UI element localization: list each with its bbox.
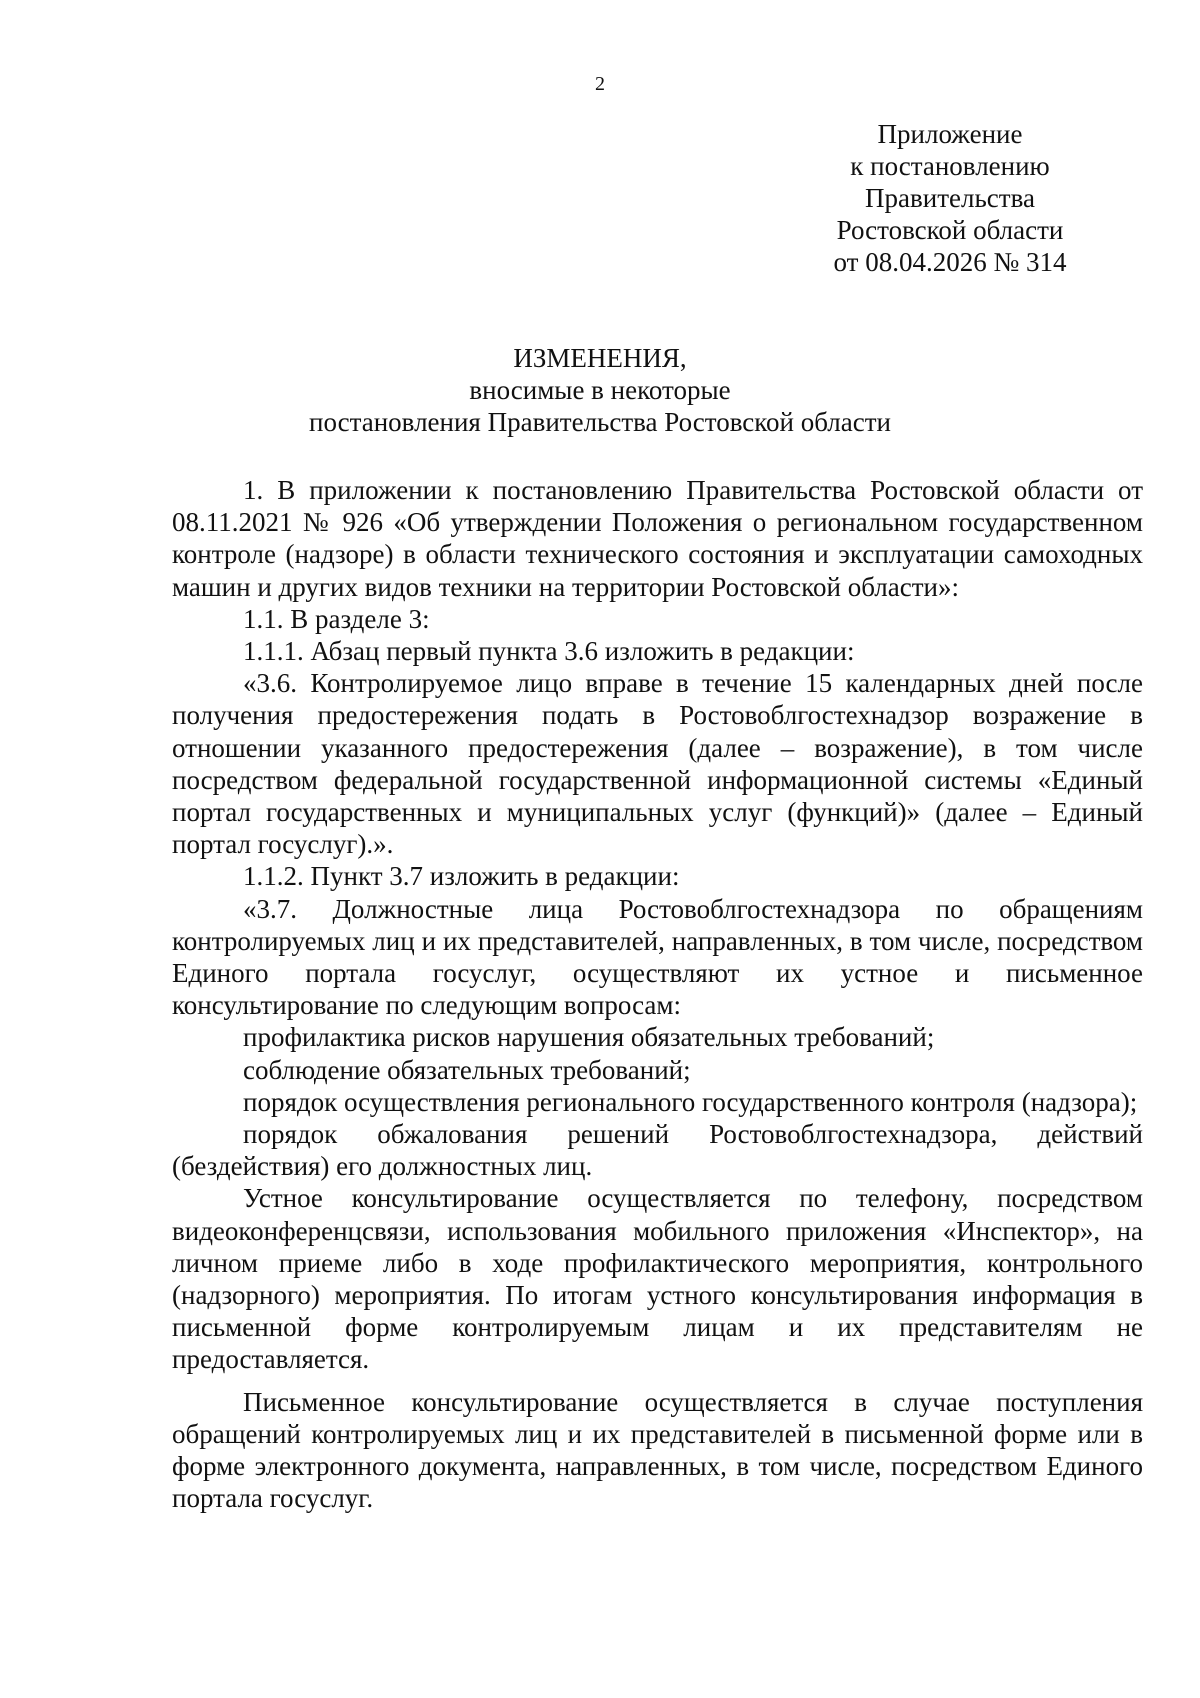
paragraph-written-consulting: Письменное консультирование осуществляется в случае поступления обращений контролируемых лиц и их представителей в письменной форме или в форме электронного документа, направленных, в том числе, посредством Единого портала госуслуг. [172, 1386, 1143, 1514]
list-item-compliance: соблюдение обязательных требований; [243, 1054, 691, 1085]
paragraph-item-1: 1. В приложении к постановлению Правительства Ростовской области от 08.11.2021 № 926 «Об утверждении Положения о региональном государственном контроле (надзоре) в области технического состояния и эксплуатации самоходных машин и других видов техники на территории Ростовской области»: [172, 475, 1143, 602]
document-title-block [0, 342, 1200, 438]
approval-line-date-number: от 08.04.2026 № 314 [833, 247, 1067, 277]
approval-line-resolution: к постановлению [850, 151, 1050, 181]
paragraph-item-1-1-2: 1.1.2. Пункт 3.7 изложить в редакции: [243, 861, 680, 892]
approval-line-appendix: Приложение [877, 119, 1023, 149]
approval-line-region: Ростовской области [836, 215, 1064, 245]
document-heading: ИЗМЕНЕНИЯ, [513, 343, 687, 373]
list-item-appeal-procedure: порядок обжалования решений Ростовоблгостехнадзора, действий (бездействия) его должностных лиц. [172, 1119, 1143, 1182]
document-subtitle-line1: вносимые в некоторые [469, 375, 731, 405]
paragraph-clause-3-7: «3.7. Должностные лица Ростовоблгостехнадзора по обращениям контролируемых лиц и их представителей, направленных, в том числе, посредством Единого портала госуслуг, осуществляют их устное и письменное консультирование по следующим вопросам: [172, 893, 1143, 1021]
approval-block [800, 118, 1100, 278]
list-item-control-procedure: порядок осуществления регионального государственного контроля (надзора); [243, 1086, 1138, 1117]
document-body [172, 474, 1143, 1515]
document-subtitle-line2: постановления Правительства Ростовской области [309, 407, 891, 437]
paragraph-item-1-1-1: 1.1.1. Абзац первый пункта 3.6 изложить в редакции: [243, 636, 855, 667]
approval-line-government: Правительства [865, 183, 1035, 213]
list-item-prevention: профилактика рисков нарушения обязательных требований; [243, 1022, 935, 1053]
page-number: 2 [595, 73, 605, 95]
paragraph-clause-3-6: «3.6. Контролируемое лицо вправе в течение 15 календарных дней после получения предостережения подать в Ростовоблгостехнадзор возражение в отношении указанного предостережения (далее – возражение), в том числе посредством федеральной государственной информационной системы «Единый портал государственных и муниципальных услуг (функций)» (далее – Единый портал госуслуг).». [172, 668, 1143, 860]
paragraph-item-1-1: 1.1. В разделе 3: [243, 603, 430, 634]
paragraph-oral-consulting: Устное консультирование осуществляется по телефону, посредством видеоконференцсвязи, использования мобильного приложения «Инспектор», на личном приеме либо в ходе профилактического мероприятия, контрольного (надзорного) мероприятия. По итогам устного консультирования информация в письменной форме контролируемым лицам и их представителям не предоставляется. [172, 1183, 1143, 1375]
